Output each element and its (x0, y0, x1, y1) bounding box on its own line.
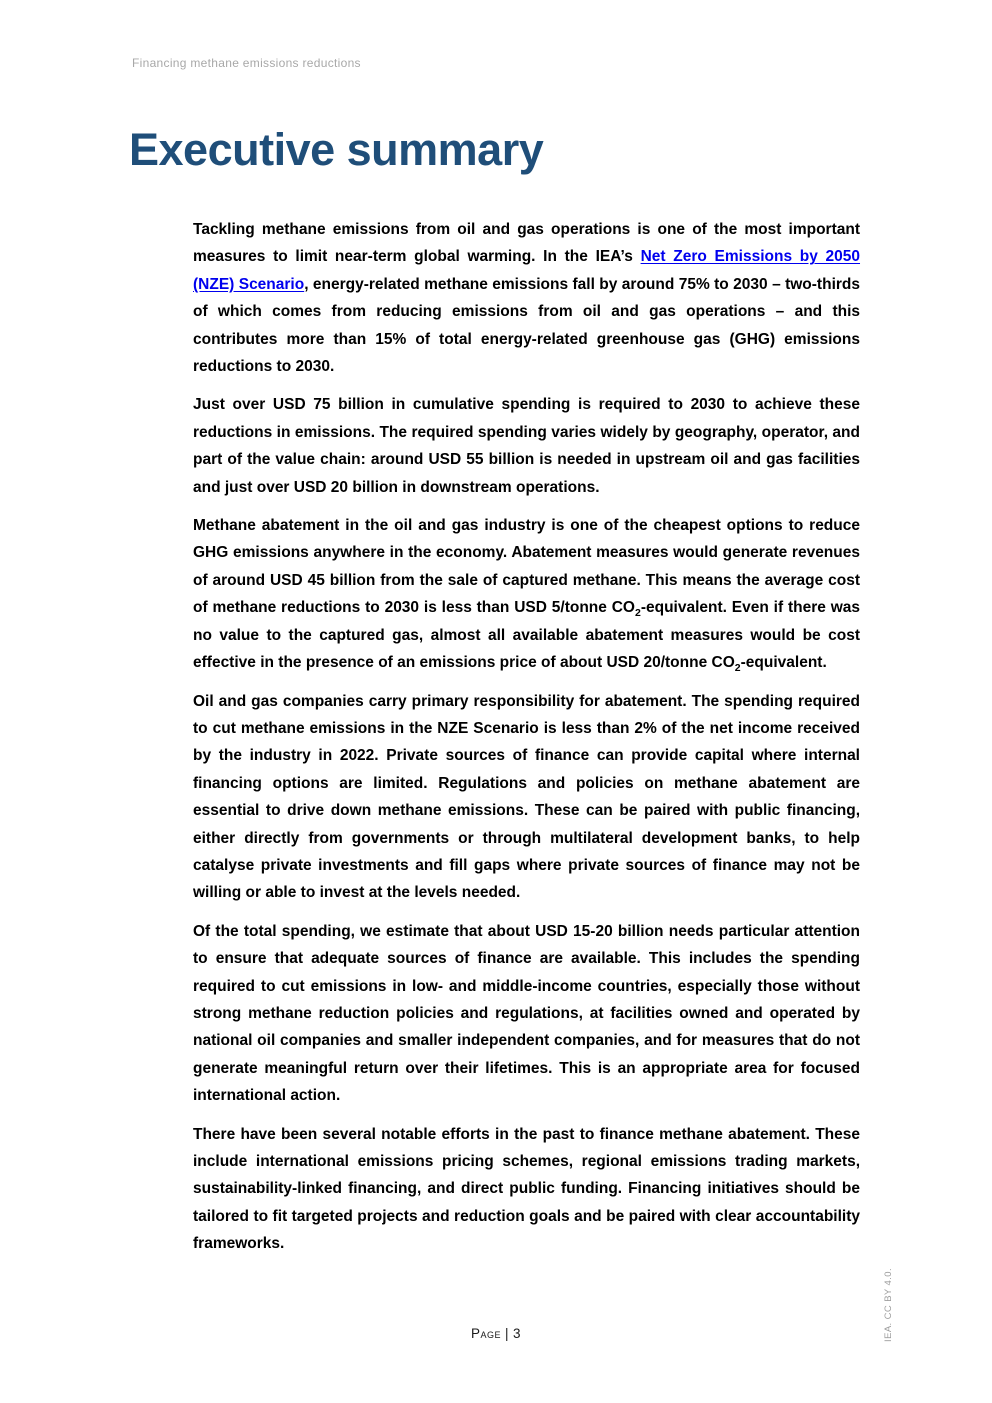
footer-page-label: Page (470, 1326, 501, 1341)
running-header: Financing methane emissions reductions (132, 56, 361, 70)
paragraph (193, 1121, 860, 1258)
paragraph-text: Of the total spending, we estimate that about USD 15-20 billion needs particular attention to ensure that adequate sources of finance are available. This includes the spending required to cut emissions in low- and middle-income countries, especially those without strong methane reduction policies and regulations, at facilities owned and operated by national oil companies and smaller independent companies, and for measures that do not generate meaningful return over their lifetimes. This is an appropriate area for focused international action. (193, 922, 860, 1105)
paragraph-text: -equivalent. (740, 654, 827, 672)
copyright-side-note: IEA. CC BY 4.0. (883, 1268, 894, 1342)
subscript-text: 2 (734, 662, 741, 675)
paragraph (193, 216, 860, 380)
paragraph-text: Methane abatement in the oil and gas industry is one of the cheapest options to reduce GHG emissions anywhere in the economy. Abatement measures would generate revenues of around USD 45 billion from the sale of captured methane. This means the average cost of methane reductions to 2030 is less than USD 5/tonne CO (193, 517, 860, 617)
footer-page-number: 3 (513, 1326, 522, 1341)
paragraph-text: Just over USD 75 billion in cumulative spending is required to 2030 to achieve these reductions in emissions. The required spending varies widely by geography, operator, and part of the value chain: around USD 55 billion is needed in upstream oil and gas facilities and just over USD 20 billion in downstream operations. (193, 396, 860, 496)
paragraph (193, 688, 860, 907)
paragraph-text: There have been several notable efforts in the past to finance methane abatement. These include international emissions pricing schemes, regional emissions trading markets, sustainability-linked financing, and direct public funding. Financing initiatives should be tailored to fit targeted projects and reduction goals and be paired with clear accountability frameworks. (193, 1125, 860, 1253)
paragraph-text: , energy-related methane emissions fall by around 75% to 2030 – two-thirds of which comes from reducing emissions from oil and gas operations – and this contributes more than 15% of total energy-related greenhouse gas (GHG) emissions reductions to 2030. (193, 275, 860, 376)
paragraph-text: -equivalent. Even if there was no value to the captured gas, almost all available abatement measures would be cost effective in the presence of an emissions price of about USD 20/tonne CO (193, 599, 860, 672)
paragraph-text: Oil and gas companies carry primary responsibility for abatement. The spending required to cut methane emissions in the NZE Scenario is less than 2% of the net income received by the industry in 2022. Private sources of finance can provide capital where internal financing options are limited. Regulations and policies on methane abatement are essential to drive down methane emissions. These can be paired with public financing, either directly from governments or through multilateral development banks, to help catalyse private investments and fill gaps where private sources of finance may not be willing or able to invest at the levels needed. (193, 692, 860, 902)
subscript-text: 2 (634, 607, 641, 620)
nze-scenario-link[interactable]: Net Zero Emissions by 2050 (NZE) Scenario (193, 248, 861, 293)
paragraph-text: Tackling methane emissions from oil and gas operations is one of the most important measures to limit near-term global warming. In the IEA’s (193, 221, 860, 266)
footer-divider: | (504, 1326, 509, 1341)
paragraphs-container (193, 216, 860, 1269)
page-footer (131, 1326, 861, 1341)
paragraph (193, 918, 860, 1110)
paragraph (193, 512, 860, 676)
page-title: Executive summary (129, 124, 544, 175)
paragraph (193, 391, 860, 501)
